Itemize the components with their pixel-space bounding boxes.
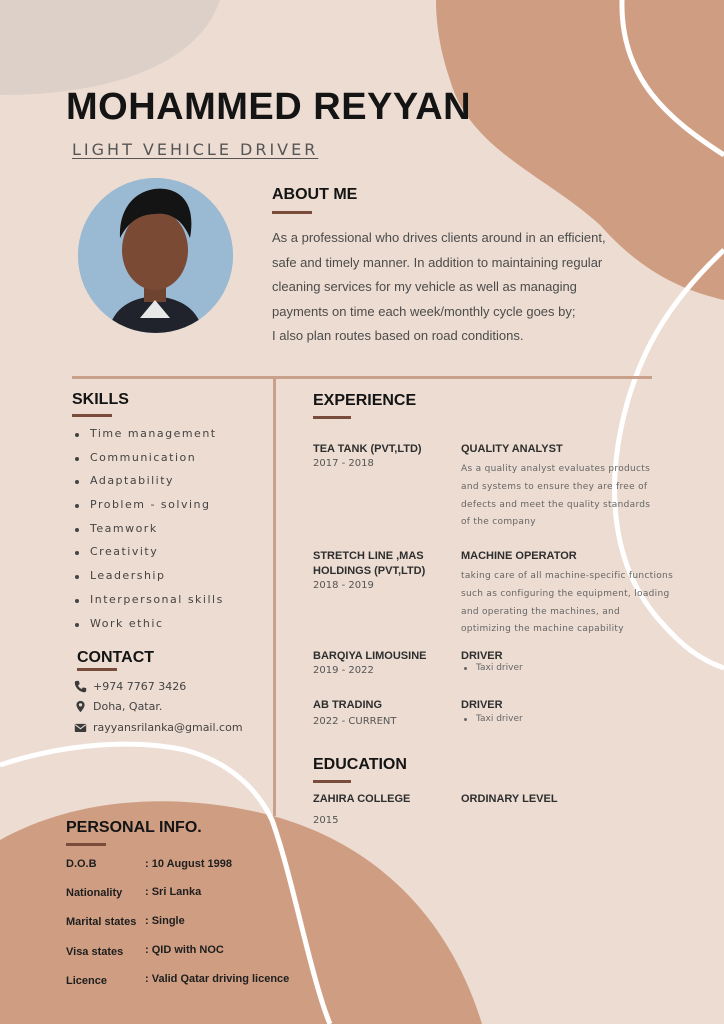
job-years: 2017 - 2018	[313, 458, 374, 469]
description-line: optimizing the machine capability	[461, 624, 624, 635]
skill-item: Creativity	[74, 545, 224, 569]
skill-item: Leadership	[74, 569, 224, 593]
info-value: : Valid Qatar driving licence	[145, 973, 290, 985]
description-line: and operating the machines, and	[461, 606, 621, 617]
about-line: I also plan routes based on road conditions.	[272, 328, 524, 343]
job-years: 2018 - 2019	[313, 580, 374, 591]
experience-heading-underline	[313, 416, 351, 419]
job-company	[313, 549, 425, 579]
education-heading: EDUCATION	[313, 756, 407, 773]
about-heading-underline	[272, 211, 312, 214]
job-description	[461, 568, 673, 639]
info-label: Marital states	[66, 916, 137, 928]
section-divider-vertical	[273, 378, 276, 816]
portrait-icon	[78, 178, 233, 333]
school-name: ZAHIRA COLLEGE	[313, 793, 411, 805]
description-line: taking care of all machine-specific functions	[461, 571, 674, 581]
contact-location	[74, 700, 162, 713]
job-company: TEA TANK (PVT,LTD)	[313, 443, 422, 455]
contact-email	[74, 721, 243, 734]
phone-icon	[74, 680, 87, 693]
profile-photo	[78, 178, 233, 333]
job-role: MACHINE OPERATOR	[461, 550, 577, 562]
location-text: Doha, Qatar.	[93, 700, 163, 713]
skill-item: Adaptability	[74, 474, 224, 498]
about-text	[272, 226, 672, 349]
about-line: payments on time each week/monthly cycle goes by;	[272, 303, 576, 319]
skill-item: Work ethic	[74, 617, 224, 641]
top-left-blob	[0, 0, 220, 95]
skills-heading-underline	[72, 414, 112, 417]
info-value: : Single	[145, 915, 185, 927]
personal-info-heading: PERSONAL INFO.	[66, 819, 202, 836]
description-line: As a quality analyst evaluates products	[461, 464, 651, 474]
skill-item: Problem - solving	[74, 498, 224, 522]
info-value: : QID with NOC	[145, 944, 224, 956]
job-years: 2022 - CURRENT	[313, 716, 397, 727]
info-label: Visa states	[66, 946, 124, 958]
contact-phone	[74, 680, 186, 693]
about-line: cleaning services for my vehicle as well as managing	[272, 279, 577, 294]
candidate-name: MOHAMMED REYYAN	[66, 86, 472, 128]
description-line: such as configuring the equipment, loading	[461, 588, 670, 599]
skill-item: Time management	[74, 427, 224, 451]
about-line: As a professional who drives clients around in an efficient,	[272, 230, 606, 245]
info-value: : Sri Lanka	[145, 886, 202, 898]
job-bullet: Taxi driver	[462, 663, 523, 673]
description-line: of the company	[461, 517, 536, 528]
job-bullet: Taxi driver	[462, 714, 523, 724]
skill-item: Interpersonal skills	[74, 593, 224, 617]
job-years: 2019 - 2022	[313, 665, 374, 676]
job-description	[461, 461, 650, 532]
skills-heading: SKILLS	[72, 391, 129, 408]
personal-info-heading-underline	[66, 843, 106, 846]
contact-heading: CONTACT	[77, 649, 155, 666]
job-role: DRIVER	[461, 650, 503, 662]
email-icon	[74, 721, 87, 734]
email-address: rayyansrilanka@gmail.com	[93, 721, 243, 734]
job-title: LIGHT VEHICLE DRIVER	[72, 140, 319, 159]
skills-list	[74, 427, 224, 640]
job-role: DRIVER	[461, 699, 503, 711]
job-company: AB TRADING	[313, 699, 383, 711]
description-line: and systems to ensure they are free of	[461, 481, 648, 492]
contact-heading-underline	[77, 668, 117, 671]
info-value: : 10 August 1998	[145, 858, 233, 870]
info-label: Licence	[66, 975, 107, 987]
phone-number: +974 7767 3426	[93, 680, 187, 693]
skill-item: Communication	[74, 451, 224, 475]
location-pin-icon	[74, 700, 87, 713]
description-line: defects and meet the quality standards	[461, 499, 651, 510]
job-company: BARQIYA LIMOUSINE	[313, 650, 427, 662]
company-line: STRETCH LINE ,MAS	[313, 550, 424, 562]
education-level: ORDINARY LEVEL	[461, 793, 558, 805]
about-heading: ABOUT ME	[272, 186, 358, 203]
info-label: D.O.B	[66, 858, 97, 870]
company-line: HOLDINGS (PVT,LTD)	[313, 565, 426, 577]
section-divider-horizontal	[72, 376, 652, 379]
skill-item: Teamwork	[74, 522, 224, 546]
education-year: 2015	[313, 815, 339, 826]
about-line: safe and timely manner. In addition to maintaining regular	[272, 254, 603, 270]
job-role: QUALITY ANALYST	[461, 443, 563, 455]
experience-heading: EXPERIENCE	[313, 392, 417, 409]
info-label: Nationality	[66, 887, 123, 899]
education-heading-underline	[313, 780, 351, 783]
